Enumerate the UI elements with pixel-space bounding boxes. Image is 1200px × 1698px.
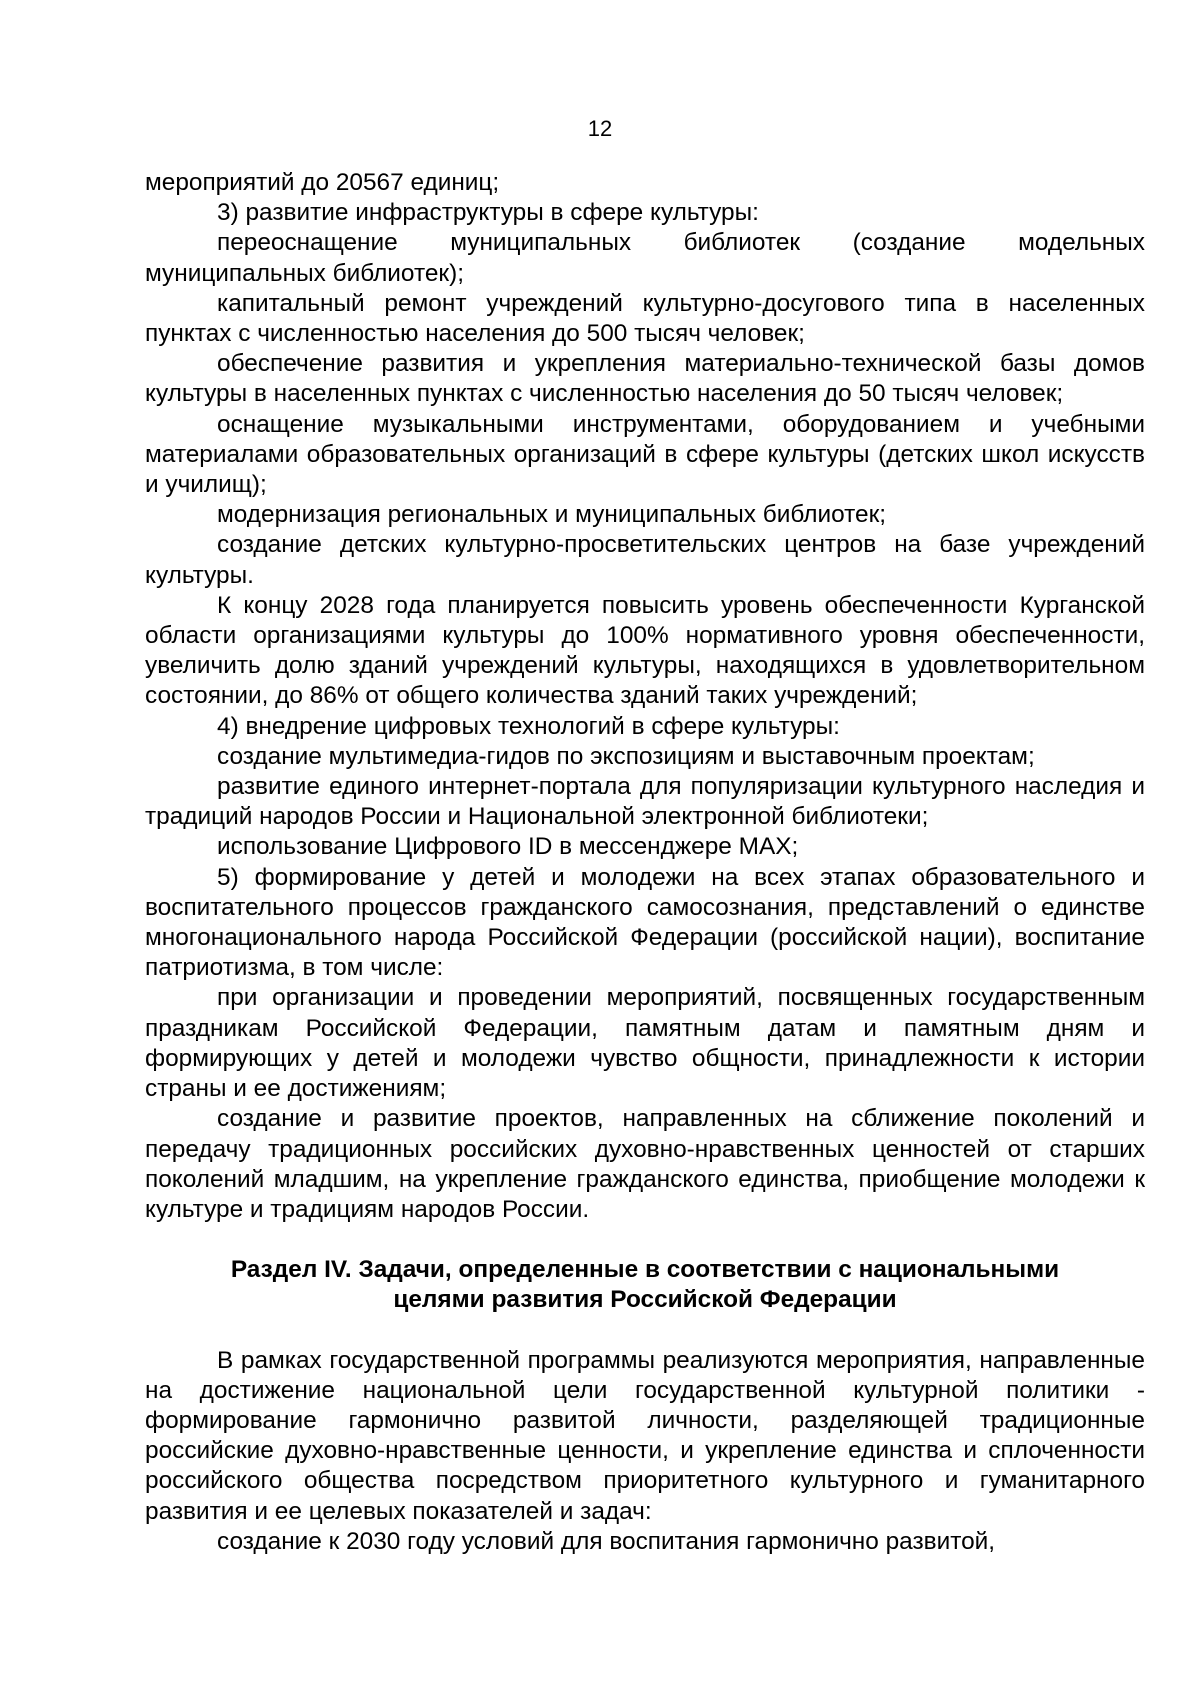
- paragraph-houses-of-culture: обеспечение развития и укрепления материально-технической базы домов культуры в населенных пунктах с численностью населения до 50 тысяч человек;: [145, 350, 1145, 408]
- paragraph-2028-targets: К концу 2028 года планируется повысить уровень обеспеченности Курганской области организациями культуры до 100% нормативного уровня обеспеченности, увеличить долю зданий учреждений культуры, находящихся в удовлетворительном состоянии, до 86% от общего количества зданий таких учреждений;: [145, 591, 1145, 710]
- section-heading: [145, 1225, 1145, 1345]
- paragraph-infrastructure-heading: 3) развитие инфраструктуры в сфере культуры:: [217, 199, 759, 227]
- section-heading-line-1: Раздел IV. Задачи, определенные в соответствии с национальными: [230, 1256, 1060, 1284]
- paragraph-digital-heading: 4) внедрение цифровых технологий в сфере культуры:: [217, 712, 840, 740]
- paragraph-national-goal: В рамках государственной программы реализуются мероприятия, направленные на достижение национальной цели государственной культурной политики - формирование гармонично развитой личности, разделяющей традиционные российские духовно-нравственные ценности, и укрепление единства и сплоченности российского общества посредством приоритетного культурного и гуманитарного развития и ее целевых показателей и задач:: [145, 1346, 1145, 1525]
- section-heading-line-2: целями развития Российской Федерации: [393, 1286, 897, 1314]
- paragraph-2030-conditions: создание к 2030 году условий для воспитания гармонично развитой,: [217, 1527, 996, 1555]
- paragraph-musical-instruments: оснащение музыкальными инструментами, оборудованием и учебными материалами образовательных организаций в сфере культуры (детских школ искусств и училищ);: [145, 410, 1145, 499]
- paragraph-multimedia-guides: создание мультимедиа-гидов по экспозициям и выставочным проектам;: [217, 742, 1035, 770]
- paragraph-civic-identity-heading: 5) формирование у детей и молодежи на всех этапах образовательного и воспитательного процессов гражданского самосознания, представлений о единстве многонационального народа Российской Федерации (российской нации), воспитание патриотизма, в том числе:: [145, 863, 1145, 982]
- paragraph-events-count: мероприятий до 20567 единиц;: [145, 169, 500, 196]
- page-number: 12: [587, 116, 613, 141]
- paragraph-capital-repair: капитальный ремонт учреждений культурно-досугового типа в населенных пунктах с численностью населения до 500 тысяч человек;: [145, 289, 1145, 348]
- document-body: [145, 168, 1145, 1557]
- paragraph-children-centers: создание детских культурно-просветительских центров на базе учреждений культуры.: [145, 531, 1145, 589]
- paragraph-internet-portal: развитие единого интернет-портала для популяризации культурного наследия и традиций народов России и Национальной электронной библиотеки;: [145, 773, 1145, 831]
- paragraph-library-reequipment: переоснащение муниципальных библиотек (создание модельных муниципальных библиотек);: [145, 229, 1145, 287]
- paragraph-digital-id: использование Цифрового ID в мессенджере MAX;: [217, 833, 799, 861]
- paragraph-holidays-events: при организации и проведении мероприятий, посвященных государственным праздникам Российской Федерации, памятным датам и памятным дням и формирующих у детей и молодежи чувство общности, принадлежности к истории страны и ее достижениям;: [145, 984, 1145, 1103]
- paragraph-library-modernization: модернизация региональных и муниципальных библиотек;: [217, 501, 887, 529]
- paragraph-generations-projects: создание и развитие проектов, направленных на сближение поколений и передачу традиционных российских духовно-нравственных ценностей от старших поколений младшим, на укрепление гражданского единства, приобщение молодежи к культуре и традициям народов России.: [145, 1105, 1145, 1223]
